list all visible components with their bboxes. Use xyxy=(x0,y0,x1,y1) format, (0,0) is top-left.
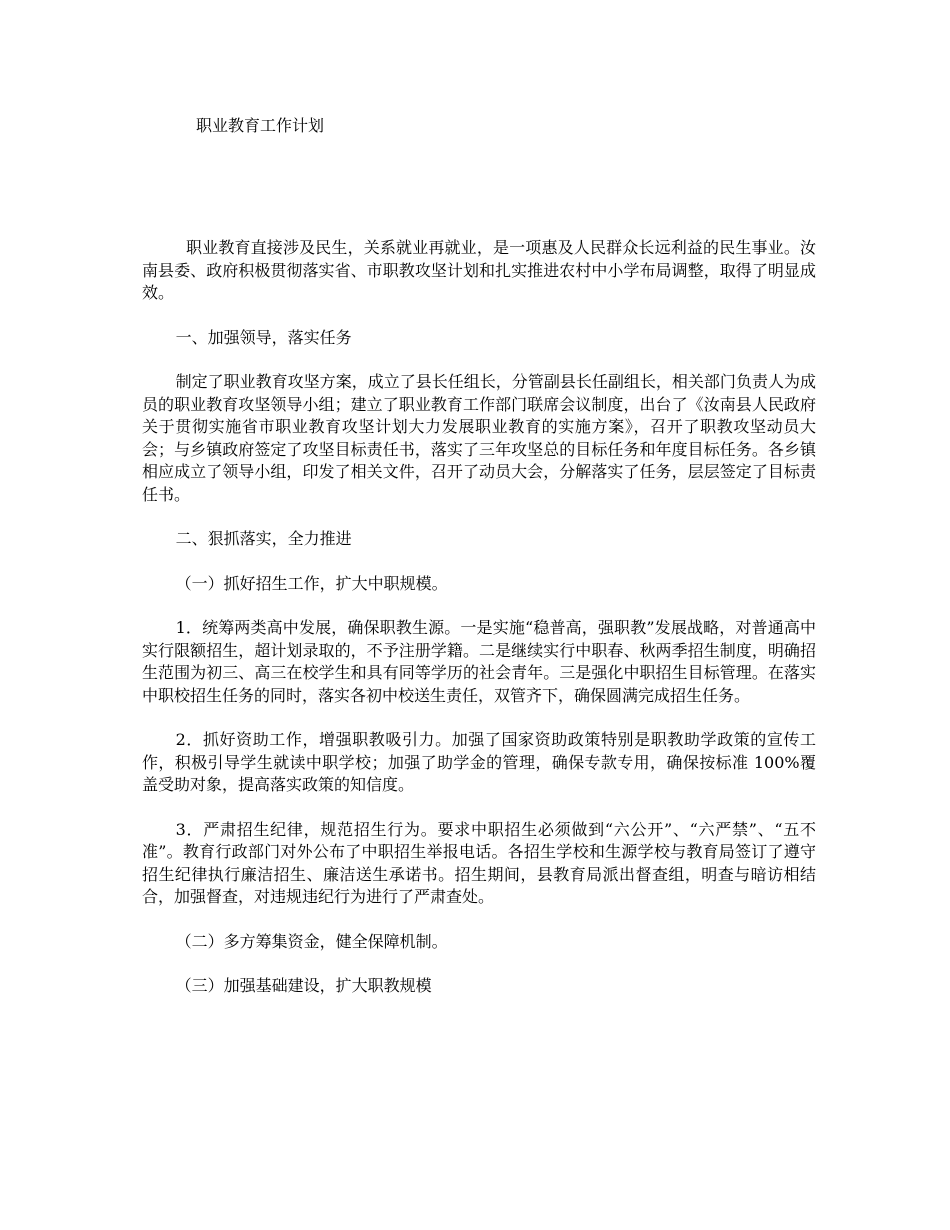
section-2-heading: 二、狠抓落实，全力推进 xyxy=(175,529,352,548)
document-title: 职业教育工作计划 xyxy=(196,116,325,135)
section-1-heading: 一、加强领导，落实任务 xyxy=(175,327,352,347)
intro-paragraph: 职业教育直接涉及民生，关系就业再就业，是一项惠及人民群众长远利益的民生事业。汝南县委、政府积极贯彻落实省、市职教攻坚计划和扎实推进农村中小学布局调整，取得了明显成效。 xyxy=(142,238,816,302)
item-3-paragraph: 3．严肃招生纪律，规范招生行为。要求中职招生必须做到“六公开”、“六严禁”、“五不准”。教育行政部门对外公布了中职招生举报电话。各招生学校和生源学校与教育局签订了遵守招生纪律执行廉洁招生、廉洁送生承诺书。招生期间，县教育局派出督查组，明查与暗访相结合，加强督查，对违规违纪行为进行了严肃查处。 xyxy=(142,819,816,906)
subsection-2-heading: （二）多方筹集资金，健全保障机制。 xyxy=(175,931,448,951)
document-body xyxy=(142,237,816,1020)
subsection-3-heading: （三）加强基础建设，扩大职教规模 xyxy=(175,976,432,995)
item-1-paragraph: 1．统筹两类高中发展，确保职教生源。一是实施“稳普高，强职教”发展战略，对普通高中实行限额招生，超计划录取的，不予注册学籍。二是继续实行中职春、秋两季招生制度，明确招生范围为初三、高三在校学生和具有同等学历的社会青年。三是强化中职招生目标管理。在落实中职校招生任务的同时，落实各初中校送生责任，双管齐下，确保圆满完成招生任务。 xyxy=(142,618,816,705)
subsection-1-heading: （一）抓好招生工作，扩大中职规模。 xyxy=(175,573,448,593)
section-1-paragraph: 制定了职业教育攻坚方案，成立了县长任组长，分管副县长任副组长，相关部门负责人为成员的职业教育攻坚领导小组；建立了职业教育工作部门联席会议制度，出台了《汝南县人民政府关于贯彻实施省市职业教育攻坚计划大力发展职业教育的实施方案》，召开了职教攻坚动员大会；与乡镇政府签定了攻坚目标责任书，落实了三年攻坚总的目标任务和年度目标任务。各乡镇相应成立了领导小组，印发了相关文件，召开了动员大会，分解落实了任务，层层签定了目标责任书。 xyxy=(142,372,816,504)
item-2-paragraph: 2．抓好资助工作，增强职教吸引力。加强了国家资助政策特别是职教助学政策的宣传工作，积极引导学生就读中职学校；加强了助学金的管理，确保专款专用，确保按标准 100%覆盖受助对象，提高落实政策的知信度。 xyxy=(142,730,816,794)
